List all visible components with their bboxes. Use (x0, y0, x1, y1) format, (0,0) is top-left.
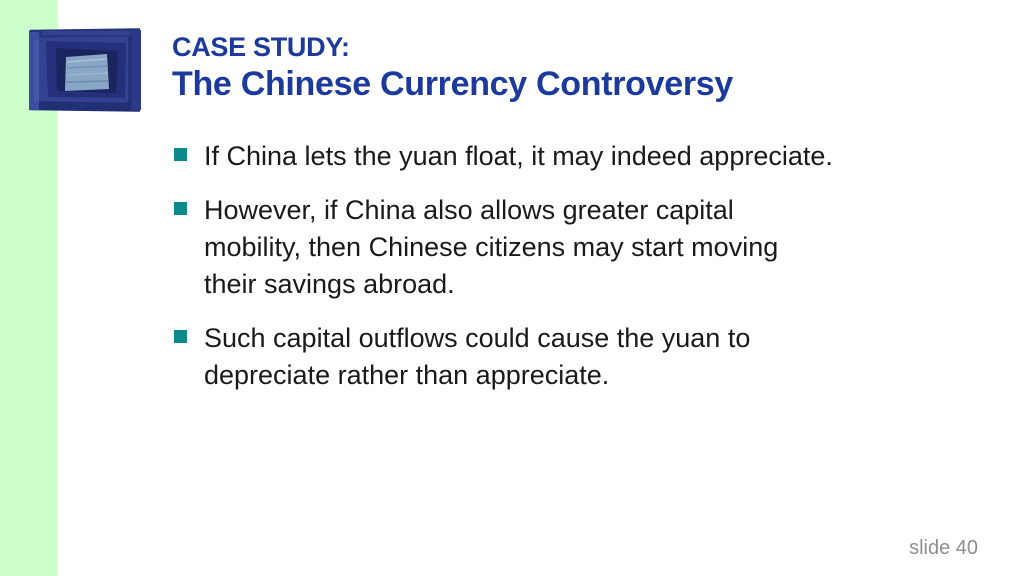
slide-kicker: CASE STUDY: (172, 32, 350, 62)
abstract-blue-squares-logo-icon (28, 28, 142, 112)
bullet-square-icon (174, 330, 187, 343)
bullet-square-icon (174, 202, 187, 215)
list-item (174, 320, 834, 394)
slide-number: slide 40 (909, 537, 978, 559)
slide-header (172, 31, 733, 105)
bullet-list (174, 138, 834, 411)
logo-painting-svg (28, 28, 142, 112)
bullet-text: However, if China also allows greater capital mobility, then Chinese citizens may start moving their savings abroad. (204, 195, 779, 299)
bullet-text: If China lets the yuan float, it may indeed appreciate. (204, 141, 833, 171)
list-item (174, 138, 834, 175)
bullet-text: Such capital outflows could cause the yuan to depreciate rather than appreciate. (204, 323, 751, 390)
page-title: The Chinese Currency Controversy (172, 65, 734, 103)
bullet-square-icon (174, 148, 187, 161)
list-item (174, 192, 834, 303)
